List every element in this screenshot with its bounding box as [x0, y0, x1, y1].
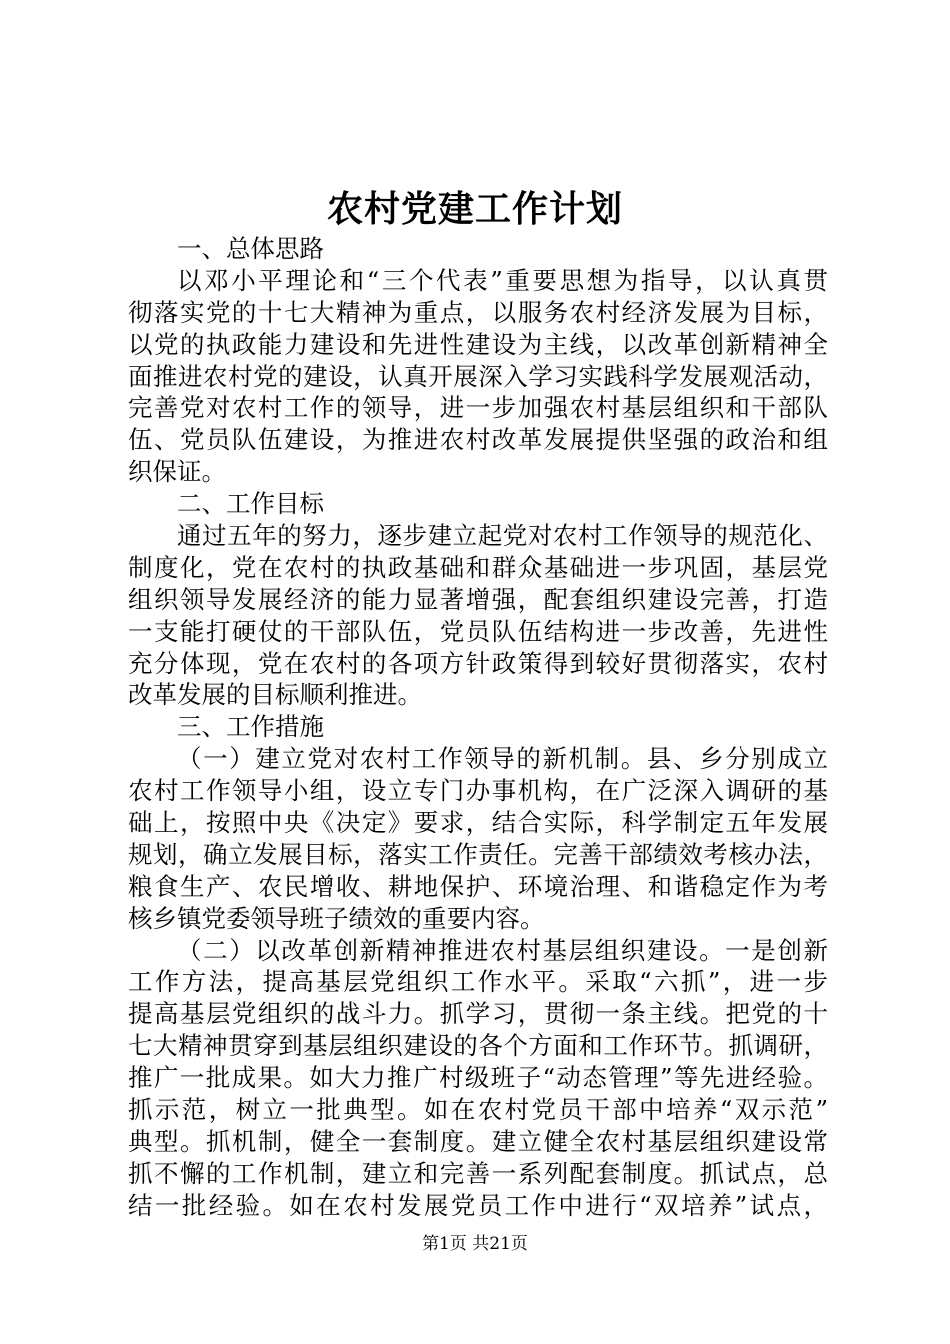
document-title: 农村党建工作计划	[326, 188, 623, 230]
paragraph-line: 制度化，党在农村的执政基础和群众基础进一步巩固，基层党	[128, 552, 828, 582]
paragraph-line: 以邓小平理论和“三个代表”重要思想为指导，以认真贯	[177, 265, 828, 295]
section-heading: 一、总体思路	[177, 234, 324, 263]
paragraph-line: 工作方法，提高基层党组织工作水平。采取“六抓”，进一步	[128, 967, 828, 997]
paragraph-line: 推广一批成果。如大力推广村级班子“动态管理”等先进经验。	[128, 1063, 828, 1093]
page-footer: 第1页 共21页	[422, 1234, 528, 1254]
paragraph-line: 以党的执政能力建设和先进性建设为主线，以改革创新精神全	[128, 329, 828, 359]
section-heading: 二、工作目标	[177, 489, 324, 519]
paragraph-line: （一）建立党对农村工作领导的新机制。县、乡分别成立	[177, 744, 828, 774]
paragraph-line: 完善党对农村工作的领导，进一步加强农村基层组织和干部队	[128, 393, 828, 423]
paragraph-line: 抓不懈的工作机制，建立和完善一系列配套制度。抓试点，总	[128, 1158, 828, 1188]
paragraph-line: 组织领导发展经济的能力显著增强，配套组织建设完善，打造	[128, 584, 828, 614]
paragraph-line: 提高基层党组织的战斗力。抓学习，贯彻一条主线。把党的十	[128, 999, 828, 1029]
paragraph-line: （二）以改革创新精神推进农村基层组织建设。一是创新	[177, 935, 828, 965]
paragraph-line: 粮食生产、农民增收、耕地保护、环境治理、和谐稳定作为考	[128, 871, 828, 901]
paragraph-line: 改革发展的目标顺利推进。	[128, 680, 422, 710]
paragraph-line: 农村工作领导小组，设立专门办事机构，在广泛深入调研的基	[128, 776, 828, 806]
paragraph-line: 伍、党员队伍建设，为推进农村改革发展提供坚强的政治和组	[128, 425, 828, 455]
paragraph-line: 核乡镇党委领导班子绩效的重要内容。	[128, 903, 545, 933]
paragraph-line: 彻落实党的十七大精神为重点，以服务农村经济发展为目标，	[128, 297, 828, 327]
paragraph-line: 织保证。	[128, 457, 226, 487]
paragraph-line: 规划，确立发展目标，落实工作责任。完善干部绩效考核办法，	[128, 839, 828, 869]
section-heading: 三、工作措施	[177, 712, 324, 742]
paragraph-line: 础上，按照中央《决定》要求，结合实际，科学制定五年发展	[128, 808, 828, 838]
paragraph-line: 抓示范，树立一批典型。如在农村党员干部中培养“双示范”	[128, 1095, 828, 1125]
paragraph-line: 七大精神贯穿到基层组织建设的各个方面和工作环节。抓调研，	[128, 1031, 828, 1061]
document-body	[128, 233, 828, 1222]
paragraph-line: 充分体现，党在农村的各项方针政策得到较好贯彻落实，农村	[128, 648, 828, 678]
paragraph-line: 一支能打硬仗的干部队伍，党员队伍结构进一步改善，先进性	[128, 616, 828, 646]
paragraph-line: 结一批经验。如在农村发展党员工作中进行“双培养”试点，	[128, 1190, 828, 1220]
paragraph-line: 典型。抓机制，健全一套制度。建立健全农村基层组织建设常	[128, 1126, 828, 1156]
paragraph-line: 通过五年的努力，逐步建立起党对农村工作领导的规范化、	[177, 521, 828, 551]
paragraph-line: 面推进农村党的建设，认真开展深入学习实践科学发展观活动，	[128, 361, 828, 391]
